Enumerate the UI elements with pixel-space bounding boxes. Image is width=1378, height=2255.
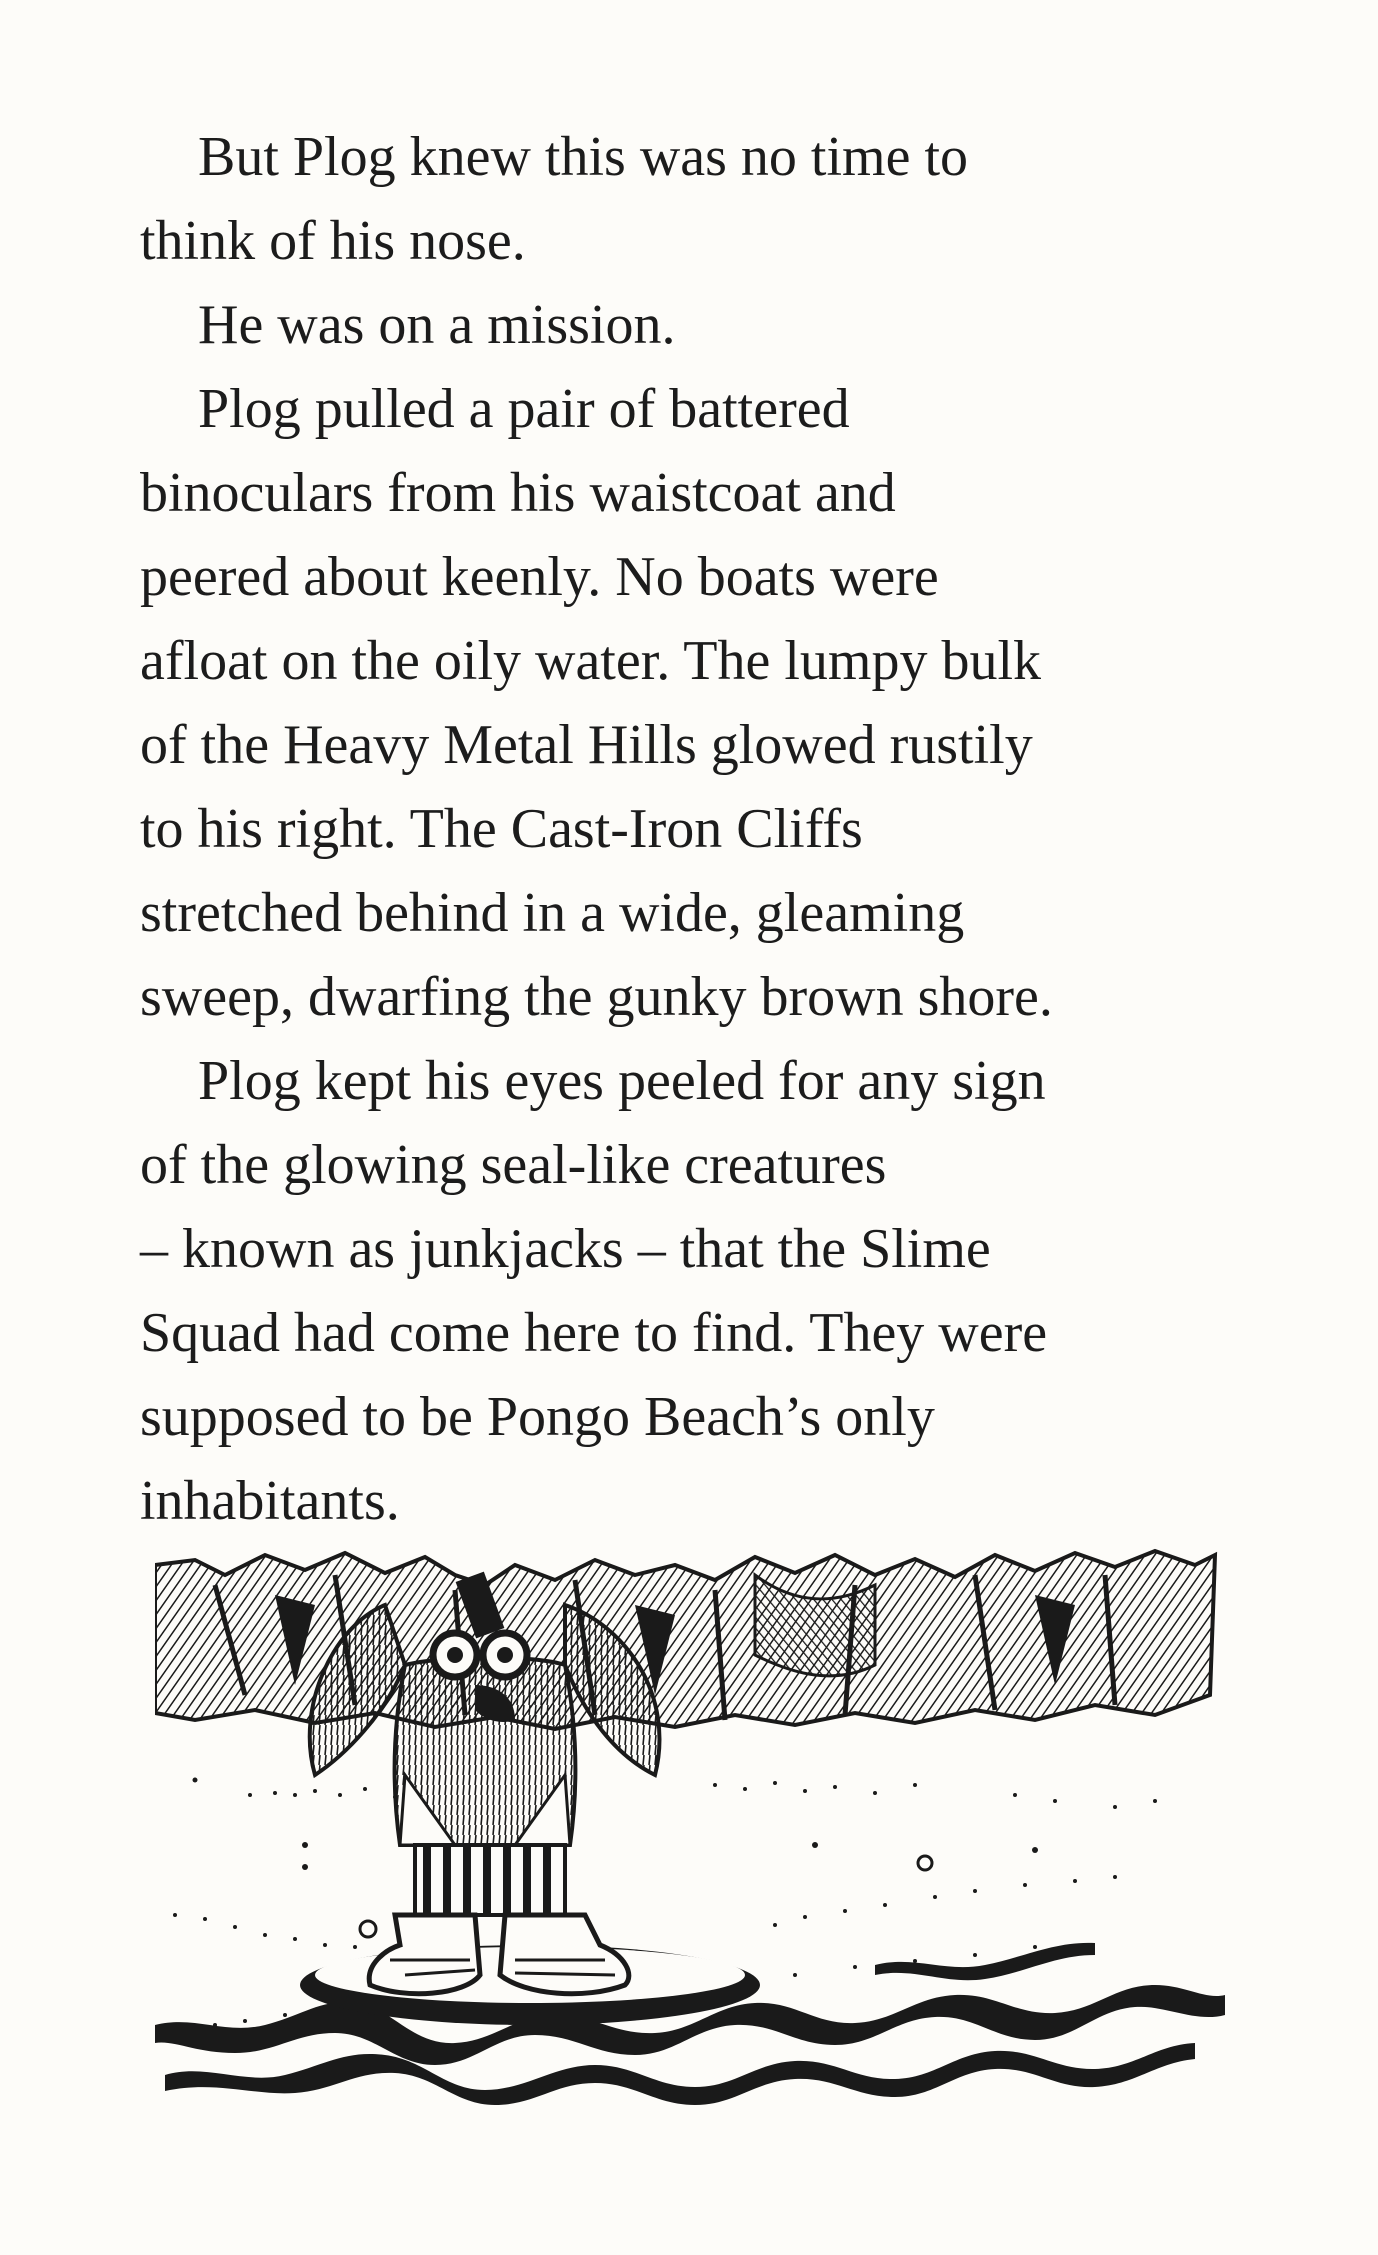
paragraph-4	[140, 1039, 1260, 1543]
text-line: supposed to be Pongo Beach’s only	[140, 1386, 935, 1448]
text-line: afloat on the oily water. The lumpy bulk	[140, 630, 1042, 692]
text-line: Squad had come here to find. They were	[140, 1302, 1048, 1364]
paragraph-2	[140, 283, 1260, 367]
paragraph-1	[140, 115, 1260, 283]
text-line: sweep, dwarfing the gunky brown shore.	[140, 966, 1053, 1028]
plog-shorts	[415, 1845, 565, 1915]
plog-beach-illustration	[155, 1545, 1235, 2105]
text-line: Plog kept his eyes peeled for any sign	[198, 1050, 1046, 1112]
illustration-svg	[155, 1545, 1235, 2105]
text-line: peered about keenly. No boats were	[140, 546, 939, 608]
text-line: of the glowing seal-like creatures	[140, 1134, 887, 1196]
text-line: Plog pulled a pair of battered	[198, 378, 850, 440]
pebble	[360, 1921, 376, 1937]
text-line: binoculars from his waistcoat and	[140, 462, 896, 524]
text-line: – known as junkjacks – that the Slime	[140, 1218, 991, 1280]
text-line: to his right. The Cast-Iron Cliffs	[140, 798, 863, 860]
text-line: stretched behind in a wide, gleaming	[140, 882, 965, 944]
text-line: But Plog knew this was no time to	[198, 126, 968, 188]
plog-boot-right	[500, 1915, 629, 1994]
pebble	[918, 1856, 932, 1870]
story-text	[140, 115, 1260, 1543]
plog-boot-left	[369, 1915, 480, 1994]
paragraph-3	[140, 367, 1260, 1039]
text-line: think of his nose.	[140, 210, 526, 272]
text-line: of the Heavy Metal Hills glowed rustily	[140, 714, 1033, 776]
text-line: He was on a mission.	[198, 294, 676, 356]
text-line: inhabitants.	[140, 1470, 400, 1532]
